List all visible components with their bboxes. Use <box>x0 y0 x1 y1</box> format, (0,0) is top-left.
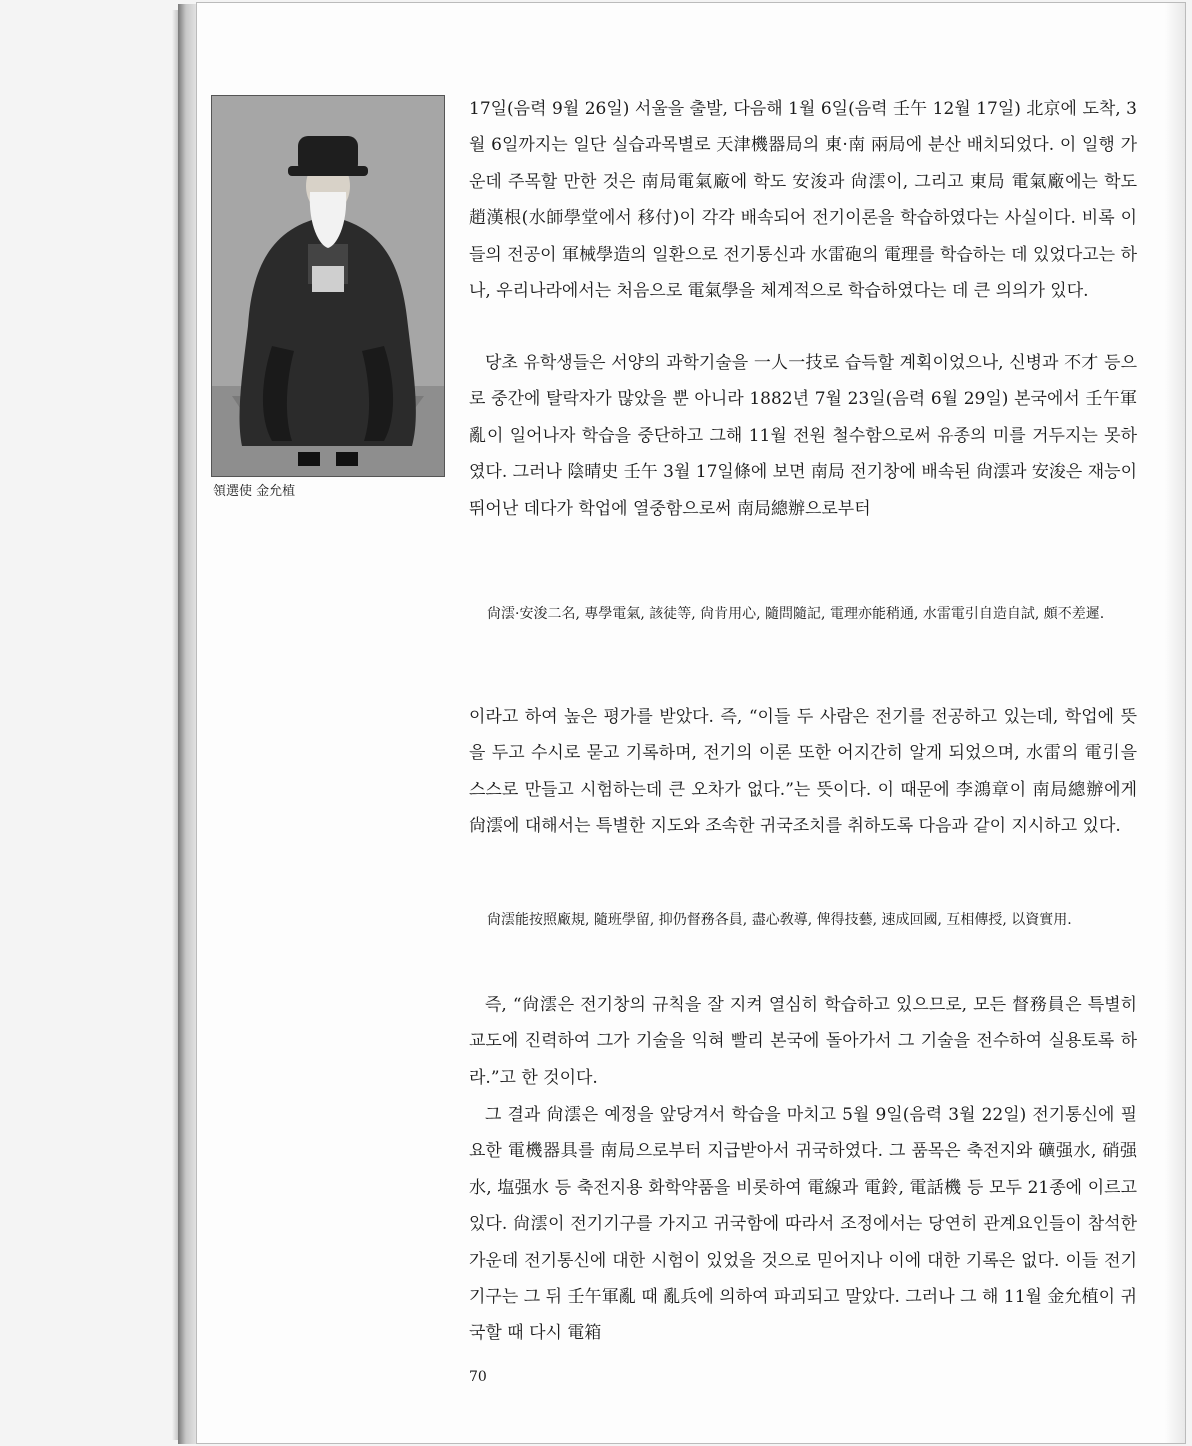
paragraph: 17일(음력 9월 26일) 서울을 출발, 다음해 1월 6일(음력 壬午 12월 17일) 北京에 도착, 3월 6일까지는 일단 실습과목별로 天津機器局의 東·南 兩局에 분산 배치되었다. 이 일행 가운데 주목할 만한 것은 南局電氣廠에 학도 安浚과 尙澐이, 그리고 東局 電氣廠에는 학도 趙漢根(水師學堂에서 移付)이 각각 배속되어 전기이론을 학습하였다는 사실이다. 비록 이들의 전공이 軍械學造의 일환으로 전기통신과 水雷砲의 電理를 학습하는 데 있었다고는 하나, 우리나라에서는 처음으로 電氣學을 체계적으로 학습하였다는 데 큰 의의가 있다. <box>469 99 1137 302</box>
paragraph: 당초 유학생들은 서양의 과학기술을 一人一技로 습득할 계획이었으나, 신병과 不才 등으로 중간에 탈락자가 많았을 뿐 아니라 1882년 7월 23일(음력 6월 29일) 본국에서 壬午軍亂이 일어나자 학습을 중단하고 그해 11월 전원 철수함으로써 유종의 미를 거두지는 못하였다. 그러나 陰晴史 壬午 3월 17일條에 보면 南局 전기창에 배속된 尙澐과 安浚은 재능이 뛰어난 데다가 학업에 열중함으로써 南局總辦으로부터 <box>469 353 1137 519</box>
portrait-illustration <box>212 96 444 476</box>
photo-caption: 領選使 金允植 <box>213 484 296 499</box>
paragraph: 즉, “尙澐은 전기창의 규칙을 잘 지켜 열심히 학습하고 있으므로, 모든 督務員은 특별히 교도에 진력하여 그가 기술을 익혀 빨리 본국에 돌아가서 그 기술을 전수하여 실용토록 하라.”고 한 것이다. <box>469 995 1137 1088</box>
book-page <box>196 2 1186 1444</box>
portrait-photo <box>211 95 445 477</box>
block-quote: 尙澐·安浚二名, 專學電氣, 該徒等, 尙肯用心, 隨問隨記, 電理亦能稍通, 水雷電引自造自試, 頗不差遲. <box>487 606 1105 622</box>
block-quote: 尙澐能按照廠規, 隨班學留, 抑仍督務各員, 盡心敎導, 俾得技藝, 速成回國, 互相傳授, 以資實用. <box>487 912 1072 928</box>
paragraph: 이라고 하여 높은 평가를 받았다. 즉, “이들 두 사람은 전기를 전공하고 있는데, 학업에 뜻을 두고 수시로 묻고 기록하며, 전기의 이론 또한 어지간히 알게 되었으며, 水雷의 電引을 스스로 만들고 시험하는데 큰 오차가 없다.”는 뜻이다. 이 때문에 李鴻章이 南局總辦에게 尙澐에 대해서는 특별한 지도와 조속한 귀국조치를 취하도록 다음과 같이 지시하고 있다. <box>469 707 1137 837</box>
page-edge <box>1165 3 1185 1443</box>
paragraph: 그 결과 尙澐은 예정을 앞당겨서 학습을 마치고 5월 9일(음력 3월 22일) 전기통신에 필요한 電機器具를 南局으로부터 지급받아서 귀국하였다. 그 품목은 축전지와 礦强水, 硝强水, 塩强水 등 축전지용 화학약품을 비롯하여 電線과 電鈴, 電話機 등 모두 21종에 이르고 있다. 尙澐이 전기기구를 가지고 귀국함에 따라서 조정에서는 당연히 관계요인들이 참석한 가운데 전기통신에 대한 시험이 있었을 것으로 믿어지나 이에 대한 기록은 없다. 이들 전기기구는 그 뒤 壬午軍亂 때 亂兵에 의하여 파괴되고 말았다. 그러나 그 해 11월 金允植이 귀국할 때 다시 電箱 <box>469 1105 1137 1344</box>
page-number: 70 <box>469 1369 487 1385</box>
book-spine <box>178 4 198 1444</box>
